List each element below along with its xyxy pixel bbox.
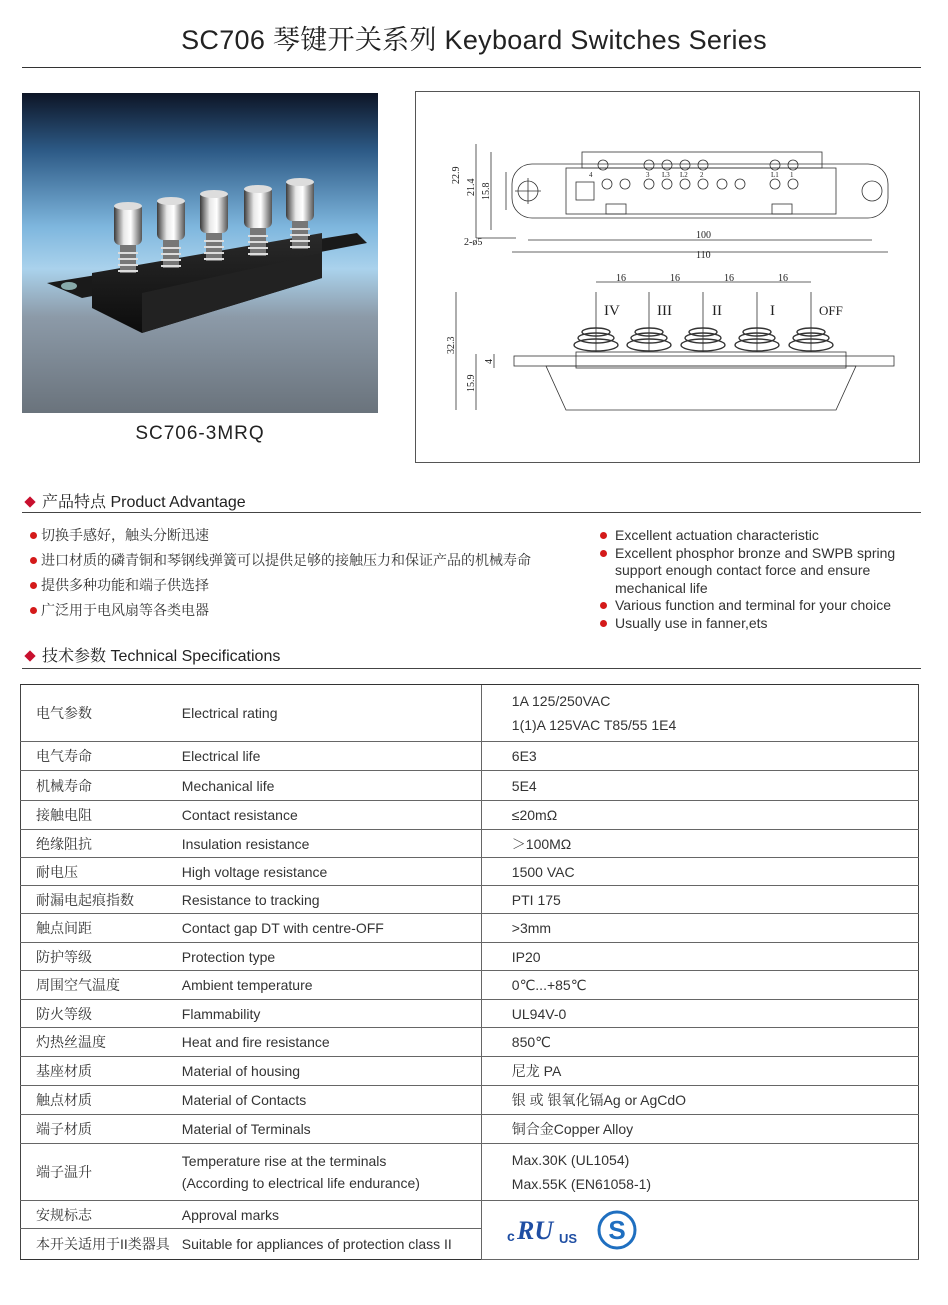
table-row: 电气寿命 Electrical life 6E3	[21, 742, 919, 771]
product-photo	[22, 93, 378, 413]
svg-text:RU: RU	[516, 1216, 553, 1245]
specs-divider	[22, 668, 921, 669]
list-item: Excellent phosphor bronze and SWPB spring support enough contact force and ensure mechanical life	[599, 545, 929, 598]
list-item: 切换手感好，触头分断迅速	[30, 523, 531, 548]
cul-us-mark-icon	[507, 1213, 582, 1247]
title-divider	[22, 67, 921, 68]
svg-text:I: I	[770, 303, 775, 319]
table-row: 端子材质 Material of Terminals 铜合金Copper Alloy	[21, 1115, 919, 1144]
table-row: 接触电阻 Contact resistance ≤20mΩ	[21, 801, 919, 830]
advantage-list-cn	[30, 523, 531, 623]
svg-text:III: III	[657, 303, 672, 319]
table-row: 触点材质 Material of Contacts 银 或 银氧化镉Ag or AgCdO	[21, 1086, 919, 1115]
svg-text:4: 4	[589, 171, 593, 179]
red-dot-icon	[600, 550, 607, 557]
svg-text:21.4: 21.4	[466, 178, 477, 196]
svg-text:OFF: OFF	[819, 303, 843, 318]
list-item: Various function and terminal for your choice	[599, 597, 929, 615]
svg-text:100: 100	[696, 230, 711, 241]
svg-text:2-ø5: 2-ø5	[464, 237, 483, 248]
red-dot-icon	[30, 532, 37, 539]
table-row: 绝缘阻抗 Insulation resistance ＞100MΩ	[21, 830, 919, 858]
list-item: Excellent actuation characteristic	[599, 527, 929, 545]
svg-text:IV: IV	[604, 303, 620, 319]
svg-text:15.9: 15.9	[466, 374, 477, 392]
svg-text:16: 16	[778, 273, 788, 284]
list-item: 进口材质的磷青铜和琴钢线弹簧可以提供足够的接触压力和保证产品的机械寿命	[30, 548, 531, 573]
svg-text:16: 16	[616, 273, 626, 284]
table-row: 机械寿命 Mechanical life 5E4	[21, 771, 919, 801]
svg-text:II: II	[712, 303, 722, 319]
table-row: 本开关适用于II类器具 Suitable for appliances of protection class II	[21, 1229, 919, 1260]
svg-text:32.3: 32.3	[446, 336, 457, 354]
specs-heading: 技术参数 Technical Specifications	[22, 643, 280, 666]
red-dot-icon	[600, 532, 607, 539]
svg-text:110: 110	[696, 250, 711, 261]
list-item: 广泛用于电风扇等各类电器	[30, 598, 531, 623]
table-row: 安规标志 Approval marks c RU US S	[21, 1201, 919, 1229]
svg-text:S: S	[608, 1215, 626, 1245]
technical-drawing	[415, 91, 920, 463]
advantage-divider	[22, 512, 921, 513]
svg-text:c: c	[506, 1228, 515, 1244]
svg-text:22.9: 22.9	[451, 166, 462, 184]
table-row: 耐漏电起痕指数 Resistance to tracking PTI 175	[21, 886, 919, 914]
table-row: 耐电压 High voltage resistance 1500 VAC	[21, 858, 919, 886]
table-row: 周围空气温度 Ambient temperature 0℃...+85℃	[21, 971, 919, 1000]
product-model-caption: SC706-3MRQ	[135, 423, 265, 444]
table-row: 基座材质 Material of housing 尼龙 PA	[21, 1057, 919, 1086]
red-dot-icon	[600, 620, 607, 627]
svg-text:1: 1	[790, 171, 794, 179]
advantage-heading: 产品特点 Product Advantage	[22, 489, 246, 512]
table-row: 触点间距 Contact gap DT with centre-OFF >3mm	[21, 914, 919, 943]
table-row: 端子温升 Temperature rise at the terminals (According to electrical life endurance) Max.30K (UL1054) Max.55K (EN61058-1)	[21, 1144, 919, 1201]
svg-text:16: 16	[670, 273, 680, 284]
list-item: 提供多种功能和端子供选择	[30, 573, 531, 598]
table-row: 电气参数 Electrical rating 1A 125/250VAC 1(1)A 125VAC T85/55 1E4	[21, 685, 919, 742]
svg-text:US: US	[558, 1231, 577, 1246]
svg-text:2: 2	[700, 171, 704, 179]
list-item: Usually use in fanner,ets	[599, 615, 929, 633]
table-row: 防火等级 Flammability UL94V-0	[21, 1000, 919, 1028]
red-dot-icon	[30, 582, 37, 589]
s-mark-icon	[596, 1209, 638, 1251]
red-diamond-icon	[24, 650, 35, 661]
spec-table	[20, 684, 919, 1260]
red-dot-icon	[600, 602, 607, 609]
red-dot-icon	[30, 557, 37, 564]
svg-text:L3: L3	[662, 171, 670, 179]
svg-text:L1: L1	[771, 171, 779, 179]
advantage-list-en	[599, 527, 929, 632]
svg-text:L2: L2	[680, 171, 688, 179]
svg-text:15.8: 15.8	[481, 182, 492, 200]
red-diamond-icon	[24, 496, 35, 507]
table-row: 灼热丝温度 Heat and fire resistance 850℃	[21, 1028, 919, 1057]
approval-marks	[482, 1209, 918, 1251]
page-title: SC706 琴键开关系列 Keyboard Switches Series	[181, 25, 767, 55]
svg-text:16: 16	[724, 273, 734, 284]
svg-text:4: 4	[484, 359, 495, 364]
table-row: 防护等级 Protection type IP20	[21, 943, 919, 971]
red-dot-icon	[30, 607, 37, 614]
svg-text:3: 3	[646, 171, 650, 179]
